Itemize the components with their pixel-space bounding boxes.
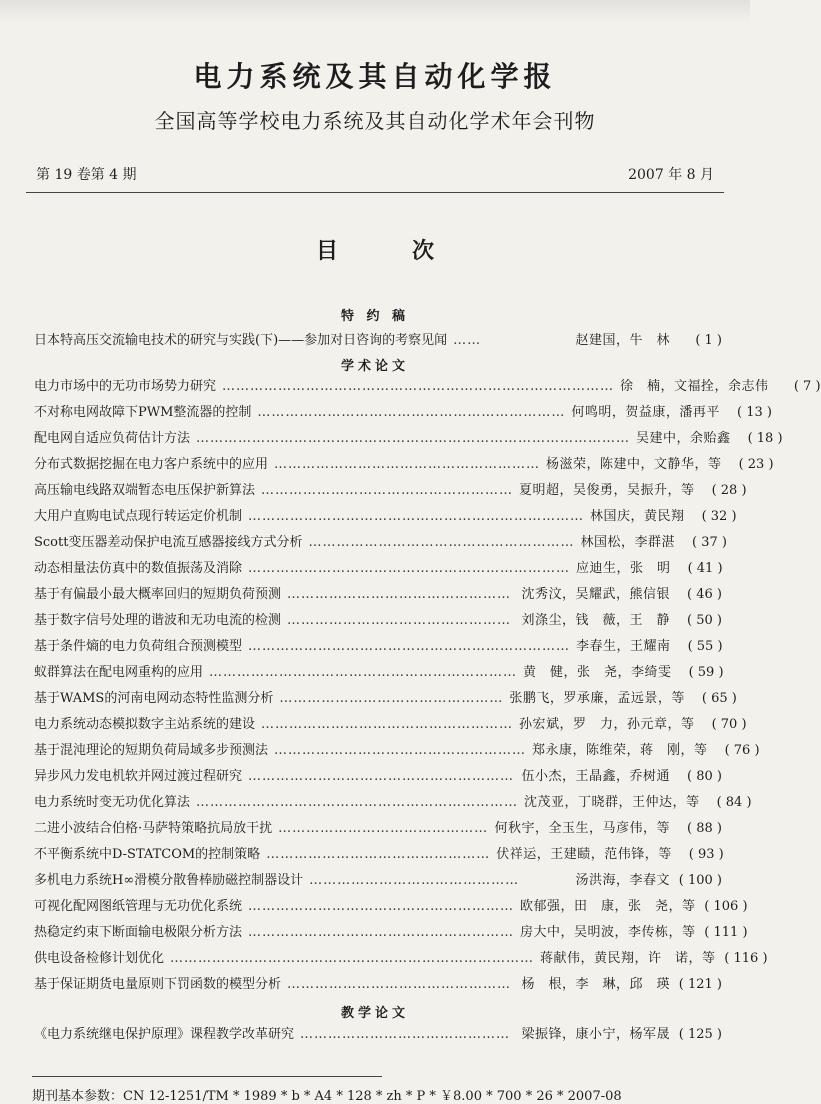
entry-page: ( 55 )	[687, 639, 723, 654]
entry-leader: ……	[453, 333, 482, 348]
toc-entry[interactable]	[34, 767, 722, 787]
entry-leader: …………………………………………	[266, 847, 491, 862]
entry-page: ( 18 )	[747, 431, 783, 446]
journal-title: 电力系统及其自动化学报	[193, 60, 557, 93]
entry-leader: …………………………………………………………………………………	[196, 431, 631, 446]
entry-leader: …………………………………………………	[248, 925, 515, 940]
entry-title: 基于保证期货电量原则下罚函数的模型分析	[34, 977, 282, 992]
entry-leader: …………………………………………………	[248, 899, 515, 914]
toc-entry[interactable]	[34, 455, 774, 475]
entry-authors: 蒋献伟，黄民翔，许 诺，等	[540, 951, 716, 966]
entry-title: 不对称电网故障下PWM整流器的控制	[34, 405, 252, 420]
journal-subtitle: 全国高等学校电力系统及其自动化学术年会刊物	[154, 109, 596, 133]
entry-authors: 沈茂亚，丁晓群，王仲达，等	[524, 795, 700, 810]
toc-title: 目 次	[315, 238, 460, 264]
entry-title: 可视化配网图纸管理与无功优化系统	[34, 899, 243, 914]
entry-page: ( 84 )	[716, 795, 752, 810]
entry-authors: 杨滋荣，陈建中，文静华，等	[546, 457, 722, 472]
entry-page: ( 80 )	[687, 769, 722, 784]
entry-page: ( 116 )	[724, 951, 768, 966]
entry-page: ( 23 )	[738, 457, 774, 472]
entry-page: ( 111 )	[704, 925, 748, 940]
entry-authors: 林国松，李群湛	[580, 535, 675, 550]
entry-leader: …………………………………………	[287, 977, 512, 992]
entry-page: ( 7 )	[793, 379, 821, 394]
entry-title: 分布式数据挖掘在电力客户系统中的应用	[34, 457, 269, 472]
entry-page: ( 121 )	[678, 977, 722, 992]
issue-date: 2007 年 8 月	[628, 167, 714, 183]
entry-authors: 吴建中，余贻鑫	[636, 431, 731, 446]
toc-entry[interactable]	[34, 897, 748, 917]
toc-entry[interactable]	[34, 975, 722, 995]
entry-title: 《电力系统继电保护原理》课程教学改革研究	[34, 1027, 295, 1042]
entry-title: 日本特高压交流输电技术的研究与实践(下)——参加对日咨询的考察见闻	[34, 333, 448, 348]
toc-entry[interactable]	[34, 819, 722, 839]
entry-authors: 伍小杰，王晶鑫，乔树通	[521, 769, 670, 784]
entry-authors: 徐 楠，文福拴，余志伟	[620, 379, 769, 394]
toc-entry[interactable]	[34, 793, 752, 813]
entry-page: ( 1 )	[695, 333, 722, 348]
entry-title: 不平衡系统中D-STATCOM的控制策略	[34, 847, 261, 862]
entry-title: 基于条件熵的电力负荷组合预测模型	[34, 639, 243, 654]
entry-leader: ……………………………………………………………	[196, 795, 519, 810]
entry-page: ( 50 )	[687, 613, 722, 628]
toc-entry[interactable]	[34, 403, 772, 423]
entry-leader: …………………………………………	[287, 613, 512, 628]
toc-entry[interactable]	[34, 611, 722, 631]
entry-title: 二进小波结合伯格·马萨特策略抗局放干扰	[34, 821, 273, 836]
journal-parameters: 期刊基本参数：CN 12-1251/TM * 1989 * b * A4 * 128 * zh * P * ￥8.00 * 700 * 26 * 2007-08	[32, 1089, 622, 1104]
entry-page: ( 41 )	[687, 561, 723, 576]
entry-title: 多机电力系统H∞滑模分散鲁棒励磁控制器设计	[34, 873, 304, 888]
section-head-special: 特 约 稿	[340, 309, 410, 324]
entry-title: 蚁群算法在配电网重构的应用	[34, 665, 204, 680]
entry-page: ( 76 )	[724, 743, 760, 758]
entry-page: ( 88 )	[687, 821, 722, 836]
entry-title: 供电设备检修计划优化	[34, 951, 165, 966]
entry-title: 电力市场中的无功市场势力研究	[34, 379, 217, 394]
entry-leader: ………………………………………………………………	[248, 509, 585, 524]
entry-leader: ………………………………………………	[261, 483, 514, 498]
toc-entry[interactable]	[34, 377, 821, 397]
entry-authors: 杨 根，李 琳，邱 瑛	[521, 977, 670, 992]
entry-authors: 张鹏飞，罗承廉，孟远景，等	[509, 691, 685, 706]
toc-entry[interactable]	[34, 637, 722, 657]
entry-leader: …………………………………………………………	[257, 405, 566, 420]
entry-leader: …………………………………………………	[248, 769, 515, 784]
footer-rule	[32, 1076, 382, 1077]
toc-entry[interactable]	[34, 1025, 722, 1045]
entry-title: 异步风力发电机软并网过渡过程研究	[34, 769, 243, 784]
entry-page: ( 46 )	[687, 587, 722, 602]
entry-page: ( 59 )	[688, 665, 724, 680]
toc-entry[interactable]	[34, 559, 722, 579]
toc-entry[interactable]	[34, 429, 783, 449]
toc-entry[interactable]	[34, 845, 722, 865]
entry-page: ( 93 )	[688, 847, 724, 862]
entry-title: 高压输电线路双端暂态电压保护新算法	[34, 483, 256, 498]
entry-leader: …………………………………………………………………………	[222, 379, 615, 394]
entry-leader: ………………………………………………	[274, 743, 527, 758]
entry-authors: 沈秀汶，吴耀武，熊信银	[521, 587, 670, 602]
entry-authors: 欧郁强，田 康，张 尧，等	[520, 899, 696, 914]
entry-leader: ………………………………………	[300, 1027, 511, 1042]
entry-authors: 林国庆，黄民翔	[590, 509, 685, 524]
entry-title: 电力系统动态模拟数字主站系统的建设	[34, 717, 256, 732]
entry-page: ( 100 )	[678, 873, 722, 888]
toc-entry[interactable]	[34, 923, 748, 943]
entry-authors: 郑永康，陈维荣，蒋 刚，等	[532, 743, 708, 758]
entry-title: 配电网自适应负荷估计方法	[34, 431, 191, 446]
entry-authors: 汤洪海，李春文	[575, 873, 670, 888]
entry-authors: 应迪生，张 明	[576, 561, 671, 576]
toc-entry[interactable]	[34, 715, 747, 735]
entry-leader: ……………………………………………………………	[248, 639, 571, 654]
entry-page: ( 125 )	[678, 1027, 722, 1042]
header-rule	[26, 192, 724, 193]
entry-title: Scott变压器差动保护电流互感器接线方式分析	[34, 535, 303, 550]
section-head-academic: 学术论文	[340, 359, 409, 374]
entry-authors: 夏明超，吴俊勇，吴振升，等	[519, 483, 695, 498]
section-head-teaching: 教学论文	[340, 1006, 409, 1021]
entry-title: 基于混沌理论的短期负荷局域多步预测法	[34, 743, 269, 758]
entry-leader: ………………………………………	[309, 873, 520, 888]
entry-leader: …………………………………………………………	[209, 665, 518, 680]
entry-authors: 房大中，吴明波，李传栋，等	[520, 925, 696, 940]
entry-authors: 伏祥运，王建赜，范伟锋，等	[496, 847, 672, 862]
entry-authors: 赵建国，牛 林	[575, 333, 670, 348]
toc-entry[interactable]	[34, 331, 722, 351]
entry-title: 基于有偏最小最大概率回归的短期负荷预测	[34, 587, 282, 602]
entry-leader: ………………………………………	[278, 821, 489, 836]
toc-entry[interactable]	[34, 507, 737, 527]
entry-authors: 孙宏斌，罗 力，孙元章，等	[519, 717, 695, 732]
issue-number: 第 19 卷第 4 期	[36, 167, 137, 183]
toc-entry[interactable]	[34, 585, 722, 605]
toc-entry[interactable]	[34, 533, 727, 553]
entry-authors: 刘涤尘，钱 薇，王 静	[521, 613, 670, 628]
entry-page: ( 65 )	[701, 691, 737, 706]
entry-authors: 何秋宇，全玉生，马彦伟，等	[494, 821, 670, 836]
entry-leader: …………………………………………………	[274, 457, 541, 472]
entry-page: ( 106 )	[704, 899, 748, 914]
entry-page: ( 32 )	[701, 509, 737, 524]
entry-page: ( 37 )	[692, 535, 727, 550]
entry-leader: …………………………………………	[287, 587, 512, 602]
toc-entry[interactable]	[34, 871, 722, 891]
entry-authors: 李春生，王耀南	[576, 639, 671, 654]
toc-entry[interactable]	[34, 689, 737, 709]
entry-authors: 黄 健，张 尧，李绮雯	[523, 665, 672, 680]
toc-entry[interactable]	[34, 949, 768, 969]
entry-authors: 何鸣明，贺益康，潘再平	[571, 405, 720, 420]
toc-entry[interactable]	[34, 741, 760, 761]
entry-page: ( 70 )	[711, 717, 747, 732]
entry-page: ( 13 )	[736, 405, 772, 420]
entry-leader: …………………………………………	[279, 691, 504, 706]
entry-leader: …………………………………………………	[308, 535, 575, 550]
entry-leader: ……………………………………………………………	[248, 561, 571, 576]
entry-title: 热稳定约束下断面输电极限分析方法	[34, 925, 243, 940]
entry-title: 电力系统时变无功优化算法	[34, 795, 191, 810]
entry-title: 基于数字信号处理的谐波和无功电流的检测	[34, 613, 282, 628]
entry-authors: 梁振锋，康小宁，杨军晟	[521, 1027, 670, 1042]
toc-entry[interactable]	[34, 663, 722, 683]
entry-leader: ………………………………………………	[261, 717, 514, 732]
toc-entry[interactable]	[34, 481, 747, 501]
entry-title: 大用户直购电试点现行转运定价机制	[34, 509, 243, 524]
entry-title: 基于WAMS的河南电网动态特性监测分析	[34, 691, 274, 706]
entry-leader: ……………………………………………………………………	[170, 951, 535, 966]
page-bleed-through	[0, 0, 750, 22]
entry-title: 动态相量法仿真中的数值振荡及消除	[34, 561, 243, 576]
entry-page: ( 28 )	[711, 483, 747, 498]
